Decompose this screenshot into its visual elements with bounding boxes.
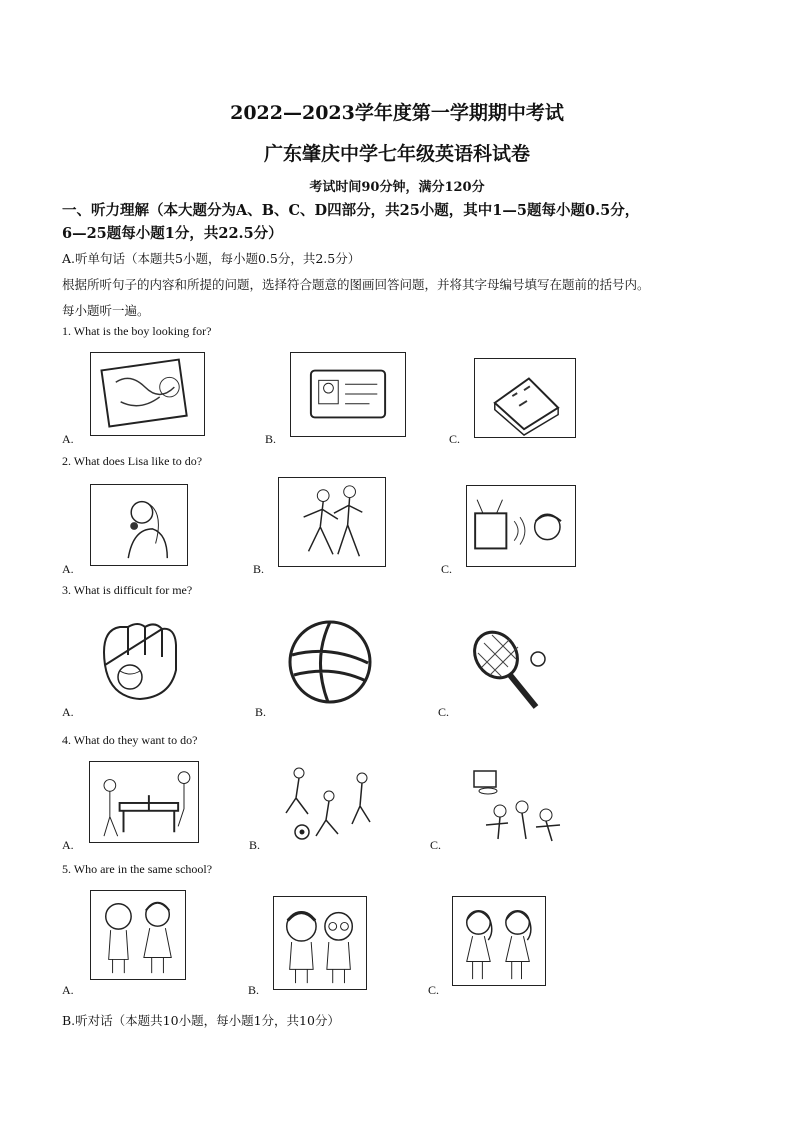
question-4: 4. What do they want to do? [62,733,198,747]
question-3: 3. What is difficult for me? [62,583,193,597]
question-1-option-b[interactable]: B. [265,432,277,446]
question-1: 1. What is the boy looking for? [62,324,212,338]
book-icon [474,358,576,438]
kids-running-icon [278,477,386,567]
id-card-icon [290,352,406,437]
question-2-option-c[interactable]: C. [441,562,453,576]
question-4-option-b[interactable]: B. [249,838,261,852]
question-5-option-b[interactable]: B. [248,983,260,997]
question-2-option-b[interactable]: B. [253,562,265,576]
question-2: 2. What does Lisa like to do? [62,454,203,468]
question-5: 5. Who are in the same school? [62,862,213,876]
section1-heading-line1: 一、听力理解（本大题分为A、B、C、D四部分，共25小题，其中1—5题每小题0.5分， [62,202,640,219]
ping-pong-icon [89,761,199,843]
question-3-option-a[interactable]: A. [62,705,74,719]
partB-title: B.听对话（本题共10小题，每小题1分，共10分） [62,1013,340,1028]
map-picture-icon [90,352,205,436]
question-3-option-c[interactable]: C. [438,705,450,719]
question-3-option-b[interactable]: B. [255,705,267,719]
exam-title: 2022—2023学年度第一学期期中考试 [230,102,564,124]
partA-title: A.听单句话（本题共5小题，每小题0.5分，共2.5分） [62,251,361,266]
boy-and-girl-icon [90,890,186,980]
two-girls-icon [452,896,546,986]
partA-instruction-line1: 根据所听句子的内容和所提的问题，选择符合题意的图画回答问题，并将其字母编号填写在题前的括号内。 [62,277,650,292]
girl-singing-icon [90,484,188,566]
exam-subtitle: 广东肇庆中学七年级英语科试卷 [263,143,530,165]
section1-heading-line2: 6—25题每小题1分，共22.5分） [62,225,283,242]
exam-info: 考试时间90分钟，满分120分 [309,180,485,195]
question-1-option-c[interactable]: C. [449,432,461,446]
question-1-option-a[interactable]: A. [62,432,74,446]
question-4-option-c[interactable]: C. [430,838,442,852]
partA-instruction-line2: 每小题听一遍。 [62,303,150,318]
question-5-option-a[interactable]: A. [62,983,74,997]
tennis-racket-icon [462,621,548,715]
question-4-option-a[interactable]: A. [62,838,74,852]
basketball-icon [456,765,574,845]
girl-watching-tv-icon [466,485,576,567]
volleyball-icon [282,615,378,709]
soccer-icon [274,758,384,844]
two-boys-icon [273,896,367,990]
baseball-glove-icon [90,615,195,707]
question-5-option-c[interactable]: C. [428,983,440,997]
question-2-option-a[interactable]: A. [62,562,74,576]
